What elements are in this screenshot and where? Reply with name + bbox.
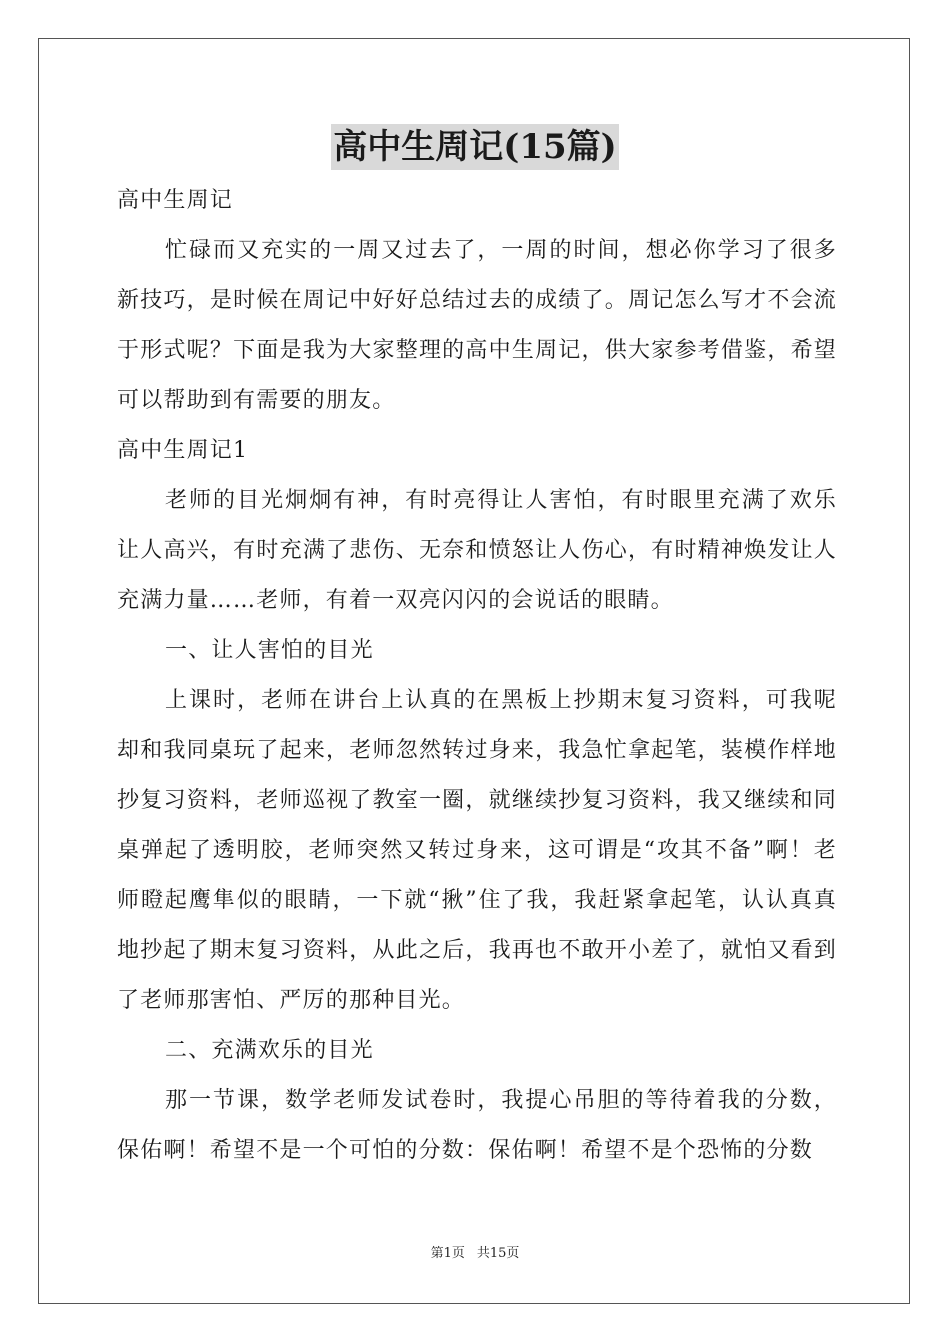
subsection-heading: 二、充满欢乐的目光 (165, 1038, 374, 1063)
page-number: 第1页 (430, 1246, 465, 1261)
body-paragraph: 那一节课，数学老师发试卷时，我提心吊胆的等待着我的分数，保佑啊！希望不是一个可怕的分数：保佑啊！希望不是个恐怖的分数 (117, 1088, 837, 1163)
subsection-heading: 一、让人害怕的目光 (165, 638, 374, 663)
body-paragraph: 上课时，老师在讲台上认真的在黑板上抄期末复习资料，可我呢却和我同桌玩了起来，老师忽然转过身来，我急忙拿起笔，装模作样地抄复习资料，老师巡视了教室一圈，就继续抄复习资料，我又继续和同桌弹起了透明胶，老师突然又转过身来，这可谓是“攻其不备”啊！老师瞪起鹰隼似的眼睛，一下就“揪”住了我，我赶紧拿起笔，认认真真地抄起了期末复习资料，从此之后，我再也不敢开小差了，就怕又看到了老师那害怕、严厉的那种目光。 (117, 688, 837, 1013)
document-title: 高中生周记(15篇) (331, 124, 619, 170)
page-footer (0, 1244, 950, 1264)
section-heading: 高中生周记1 (117, 438, 249, 463)
section-heading: 高中生周记 (117, 188, 234, 213)
document-body (117, 176, 837, 1176)
body-paragraph: 老师的目光炯炯有神，有时亮得让人害怕，有时眼里充满了欢乐让人高兴，有时充满了悲伤、无奈和愤怒让人伤心，有时精神焕发让人充满力量……老师，有着一双亮闪闪的会说话的眼睛。 (117, 488, 837, 613)
title-container (0, 124, 950, 170)
intro-paragraph: 忙碌而又充实的一周又过去了，一周的时间，想必你学习了很多新技巧，是时候在周记中好好总结过去的成绩了。周记怎么写才不会流于形式呢？下面是我为大家整理的高中生周记，供大家参考借鉴，希望可以帮助到有需要的朋友。 (117, 238, 837, 413)
page-total: 共15页 (476, 1246, 520, 1261)
